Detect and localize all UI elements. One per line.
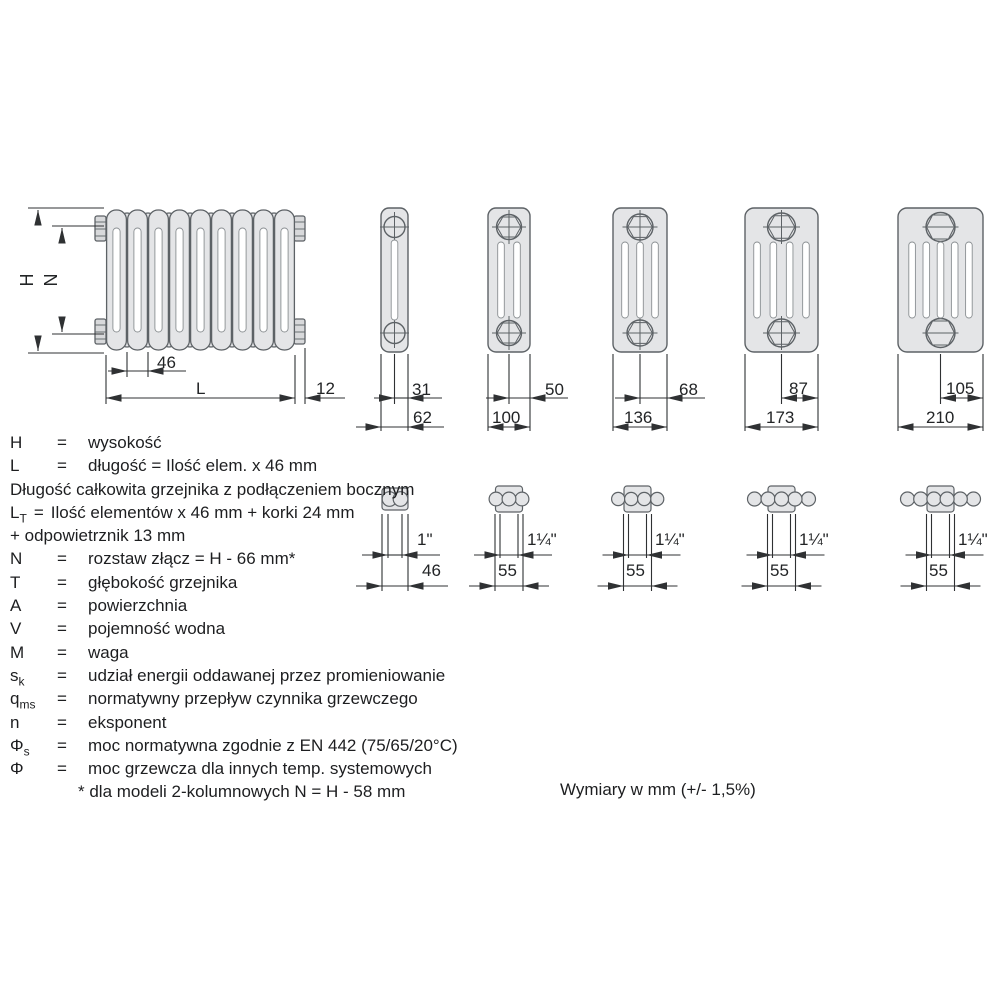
section-3col-drawing (488, 208, 530, 352)
legend-equals: = (57, 665, 67, 685)
legend-equals: = (57, 456, 67, 476)
legend-symbol: H (10, 433, 23, 452)
legend-symbol: $q_{ms}$ (10, 689, 36, 712)
legend-equals: = (57, 596, 67, 616)
legend-symbol: $s_k$ (10, 665, 25, 689)
legend-symbol: Φ (10, 759, 24, 779)
dim-label-4col-depth: 136 (624, 408, 653, 427)
node-spacing-dim-label: N (41, 273, 61, 287)
height-dim-label: H (17, 273, 37, 287)
legend-footnote-text: * dla modeli 2-kolumnowych N = H - 58 mm (78, 782, 406, 802)
legend-symbol: A (10, 596, 22, 616)
legend-row-weight (10, 641, 570, 664)
dim-label-3col-hub-width: 55 (498, 561, 517, 580)
dim-label-6col-thread: 1¼" (958, 530, 988, 549)
dim-label-5col-thread: 1¼" (799, 530, 829, 549)
legend-row-exponent (10, 711, 570, 734)
legend-description: powierzchnia (88, 596, 188, 616)
legend-symbol: V (10, 619, 22, 639)
section-5col-drawing (745, 208, 818, 352)
section-6col-drawing (898, 208, 983, 352)
legend-description: moc normatywna zgodnie z EN 442 (75/65/20°C) (88, 735, 458, 755)
legend-description: waga (88, 642, 129, 662)
legend-equals: = (57, 735, 67, 755)
dim-label-3col-depth: 100 (492, 408, 521, 427)
legend-symbol: N (10, 549, 23, 569)
dim-label-2col-half-depth: 31 (412, 380, 431, 399)
dim-label-6col-half-depth: 105 (946, 379, 975, 398)
legend-equals: = (57, 619, 67, 639)
legend-row-total-length-note (10, 478, 570, 501)
legend-description: Długość całkowita grzejnika z podłączeniem bocznym (10, 479, 415, 499)
legend-description: normatywny przepływ czynnika grzewczego (88, 689, 418, 709)
legend-description: pojemność wodna (88, 619, 226, 639)
legend-symbol: M (10, 642, 25, 662)
legend-row-air-vent (10, 524, 570, 547)
legend-row-node-spacing (10, 547, 570, 570)
legend-row-depth (10, 571, 570, 594)
front-view-drawing (95, 210, 305, 350)
dim-label-4col-thread: 1¼" (655, 530, 685, 549)
legend-description: długość = Ilość elem. x 46 mm (88, 456, 318, 476)
topview-6col-drawing (901, 486, 981, 512)
dim-label-6col-depth: 210 (926, 408, 955, 427)
legend-description: udział energii oddawanej przez promieniowanie (88, 665, 446, 685)
dim-label-4col-hub-width: 55 (626, 561, 645, 580)
dim-label-2col-depth: 62 (413, 408, 432, 427)
legend-symbol: L (10, 456, 20, 476)
dim-label-2col-thread: 1" (417, 530, 433, 549)
legend-description: rozstaw złącz = H - 66 mm* (88, 549, 296, 569)
legend-equals: = (33, 502, 44, 522)
dim-label-end-extension: 12 (316, 379, 335, 398)
dimensions-tolerance-note: Wymiary w mm (+/- 1,5%) (560, 780, 756, 799)
dim-label-5col-depth: 173 (766, 408, 795, 427)
legend-row-radiation-share (10, 664, 570, 687)
legend-row-heating-power (10, 757, 570, 780)
dim-label-4col-half-depth: 68 (679, 380, 698, 399)
legend-row-surface (10, 594, 570, 617)
legend-row-height (10, 431, 570, 454)
topview-5col-drawing (748, 486, 816, 512)
legend-description: głębokość grzejnika (88, 572, 238, 592)
dim-label-5col-hub-width: 55 (770, 561, 789, 580)
legend-description: moc grzewcza dla innych temp. systemowych (88, 759, 432, 779)
legend-equals: = (57, 689, 67, 709)
legend-equals: = (57, 759, 67, 779)
dim-label-length: L (196, 379, 206, 398)
legend-row-footnote (10, 780, 570, 803)
legend-row-flow (10, 687, 570, 710)
legend-symbol: $L_T$ (10, 502, 27, 526)
dim-label-6col-hub-width: 55 (929, 561, 948, 580)
legend-equals: = (57, 572, 67, 592)
legend-symbol: T (10, 572, 21, 592)
legend-description: + odpowietrznik 13 mm (10, 526, 186, 546)
legend-symbol: n (10, 712, 20, 732)
section-4col-drawing (613, 208, 667, 352)
symbol-legend (10, 431, 570, 804)
section-2col-drawing (380, 208, 409, 352)
legend-description: wysokość (88, 433, 162, 452)
legend-row-total-length (10, 501, 570, 524)
legend-row-water-capacity (10, 617, 570, 640)
legend-row-nominal-power (10, 734, 570, 757)
legend-symbol: $\Phi_s$ (10, 735, 30, 759)
legend-equals: = (57, 712, 67, 732)
legend-description: Ilość elementów x 46 mm + korki 24 mm (50, 502, 355, 522)
dim-label-element-width: 46 (157, 353, 176, 372)
legend-equals: = (57, 549, 67, 569)
dim-label-3col-half-depth: 50 (545, 380, 564, 399)
dim-label-2col-hub-width: 46 (422, 561, 441, 580)
legend-row-length (10, 454, 570, 477)
topview-4col-drawing (612, 486, 664, 512)
legend-description: eksponent (88, 712, 167, 732)
legend-equals: = (57, 642, 67, 662)
dim-label-3col-thread: 1¼" (527, 530, 557, 549)
legend-equals: = (57, 433, 67, 452)
dim-label-5col-half-depth: 87 (789, 379, 808, 398)
